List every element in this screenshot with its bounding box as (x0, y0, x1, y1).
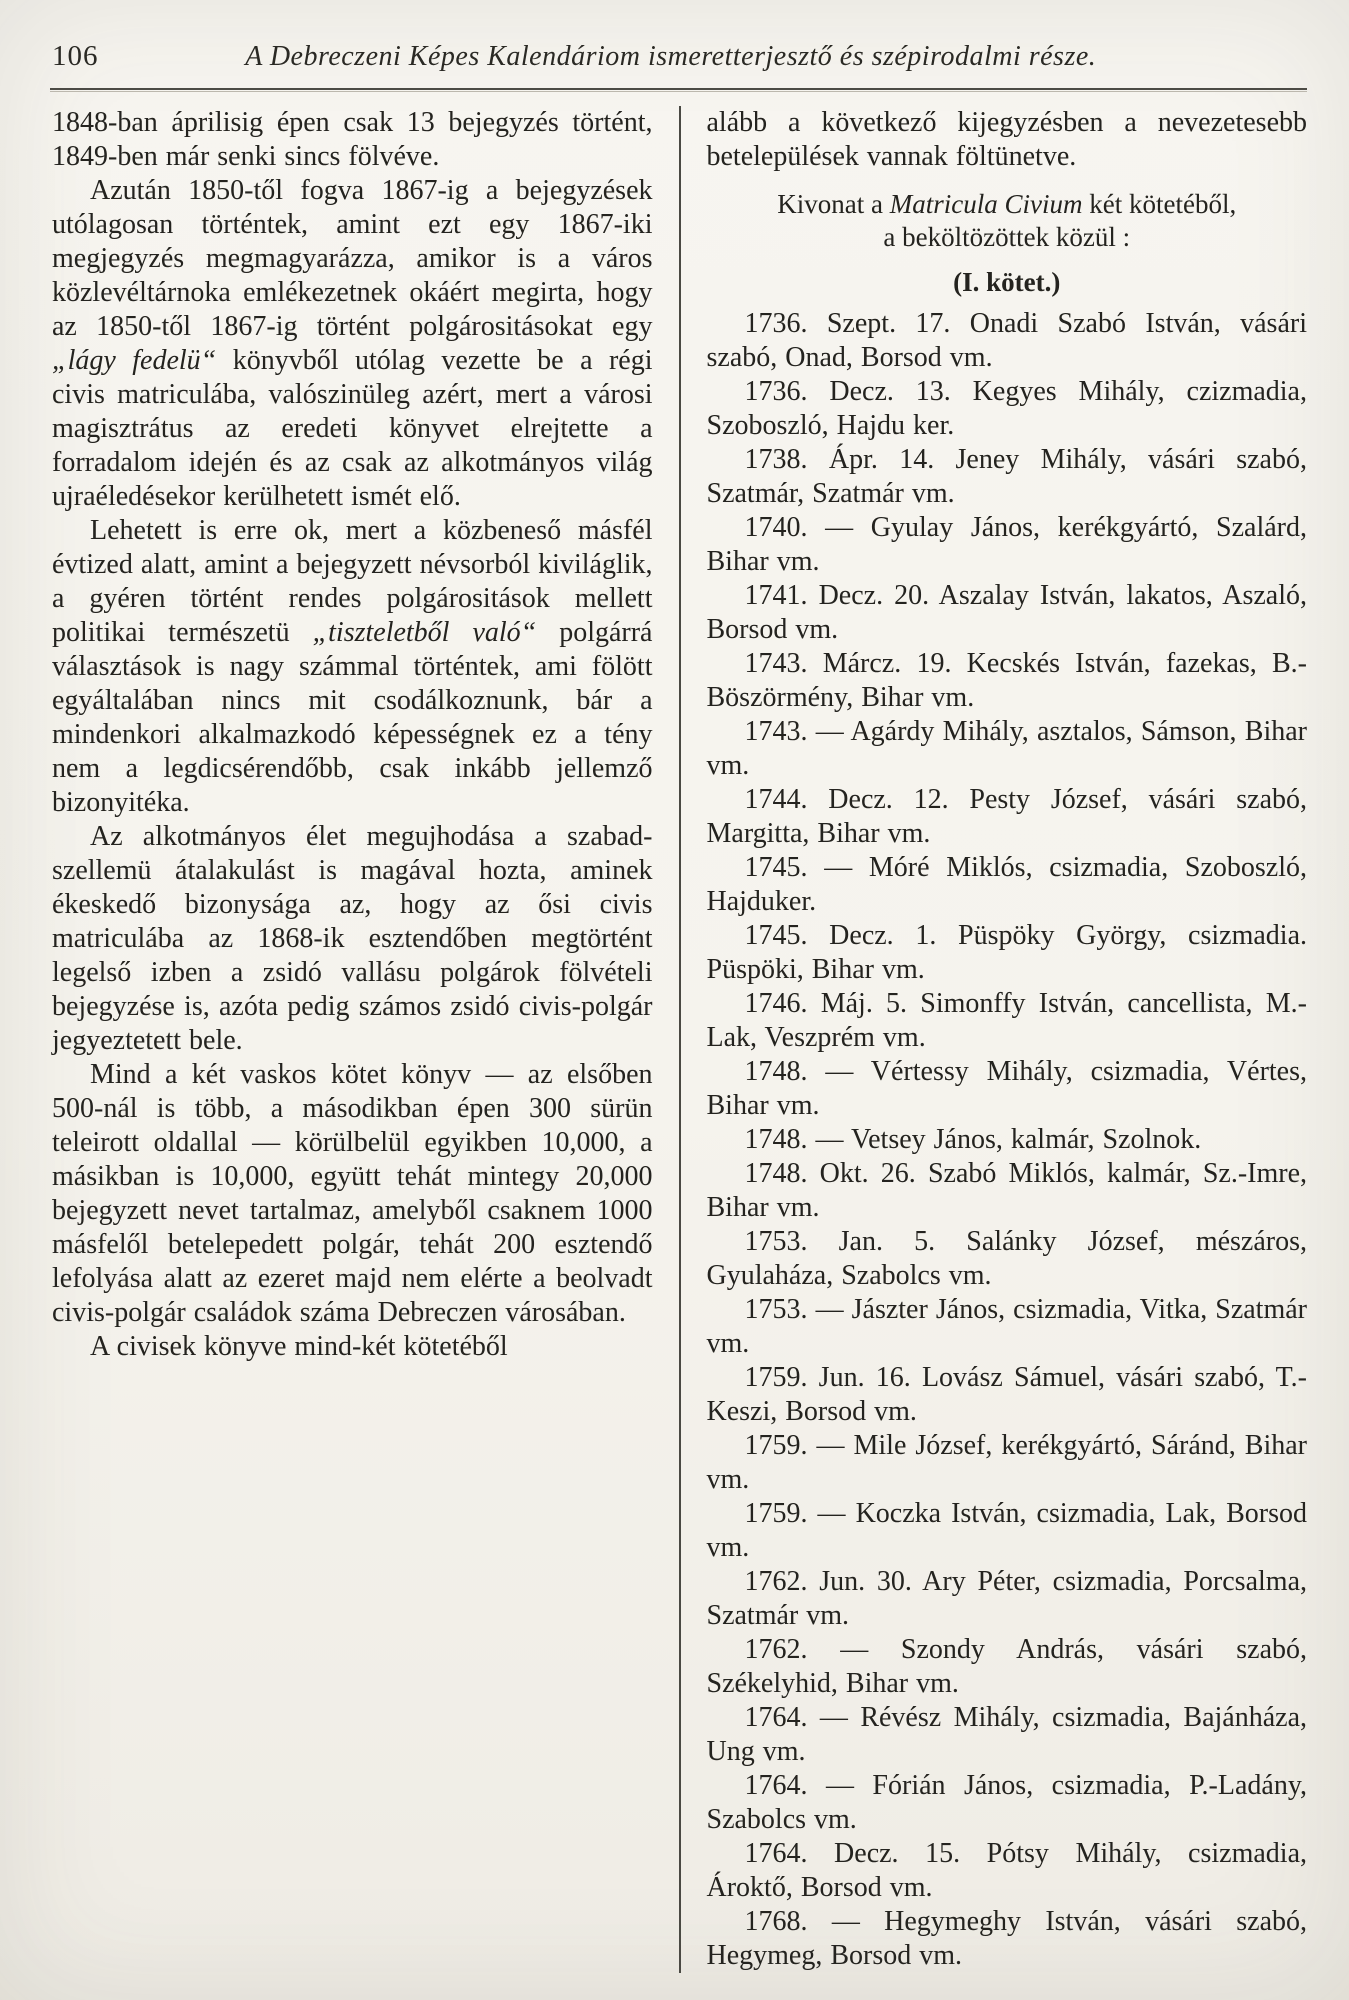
matricula-entry: 1762. Jun. 30. Ary Péter, csizmadia, Porcsalma, Szatmár vm. (706, 1566, 1307, 1631)
matricula-entry: 1746. Máj. 5. Simonffy István, cancellista, M.-Lak, Veszprém vm. (706, 988, 1307, 1053)
matricula-entry: 1738. Ápr. 14. Jeney Mihály, vásári szabó, Szatmár, Szatmár vm. (706, 444, 1307, 509)
matricula-entry: 1759. — Koczka István, csizmadia, Lak, Borsod vm. (706, 1498, 1307, 1563)
matricula-entry: 1748. — Vértessy Mihály, csizmadia, Vértes, Bihar vm. (706, 1056, 1307, 1121)
matricula-entry: 1743. — Agárdy Mihály, asztalos, Sámson, Bihar vm. (706, 716, 1307, 781)
left-column (52, 106, 679, 1973)
running-title: A Debreczeni Képes Kalendáriom ismeretterjesztő és szépirodalmi része. (245, 41, 1097, 72)
matricula-entry: 1759. Jun. 16. Lovász Sámuel, vásári szabó, T.-Keszi, Borsod vm. (706, 1362, 1307, 1427)
matricula-entry-list (707, 307, 1308, 1973)
text-run: Kivonat a (777, 189, 890, 219)
extract-heading-line1 (707, 188, 1308, 221)
matricula-entry: 1762. — Szondy András, vásári szabó, Székelyhid, Bihar vm. (706, 1634, 1307, 1699)
matricula-entry: 1753. — Jászter János, csizmadia, Vitka, Szatmár vm. (706, 1294, 1307, 1359)
text-run: Lehetett is erre ok, mert a közbeneső másfél évtized alatt, amint a bejegyzett névsorból kiviláglik, a gyéren történt rendes polgárositások mellett politikai természetü (52, 515, 653, 648)
matricula-entry: 1736. Decz. 13. Kegyes Mihály, czizmadia, Szoboszló, Hajdu ker. (706, 376, 1307, 441)
paragraph: A civisek könyve mind-két kötetéből (90, 1331, 508, 1362)
extract-heading-line2: a beköltözöttek közül : (883, 222, 1131, 252)
matricula-entry: 1748. — Vetsey János, kalmár, Szolnok. (744, 1124, 1202, 1155)
paragraph: Az alkotmányos élet megujhodása a szabad-szellemü átalakulást is magával hozta, aminek ékeskedő bizonysága az, hogy az ősi civis matriculába az 1868-ik esztendőben megtörtént legelső izben a zsidó vallásu polgárok fölvételi bejegyzése is, azóta pedig számos zsidó civis-polgár jegyeztetett bele. (52, 821, 653, 1056)
paragraph (52, 514, 653, 820)
matricula-entry: 1740. — Gyulay János, kerékgyártó, Szalárd, Bihar vm. (706, 512, 1307, 577)
paragraph (52, 174, 653, 514)
matricula-entry: 1741. Decz. 20. Aszalay István, lakatos, Aszaló, Borsod vm. (706, 580, 1307, 645)
text-run: Azután 1850-től fogva 1867-ig a bejegyzések utólagosan történtek, amint ezt egy 1867-iki megjegyzés megmagyarázza, amikor is a város közlevéltárnoka emlékezetnek okáért megirta, hogy az 1850-től 1867-ig történt polgárositásokat egy (52, 175, 653, 342)
matricula-entry: 1736. Szept. 17. Onadi Szabó István, vásári szabó, Onad, Borsod vm. (706, 308, 1307, 373)
italic-phrase: „lágy fedelü“ (52, 345, 217, 376)
text-columns (52, 106, 1307, 1973)
paragraph: 1848-ban áprilisig épen csak 13 bejegyzés történt, 1849-ben már senki sincs fölvéve. (52, 107, 653, 172)
italic-phrase: Matricula Civium (889, 189, 1083, 219)
paragraph: alább a következő kijegyzésben a nevezetesebb betelepülések vannak föltünetve. (706, 107, 1307, 172)
volume-heading: (I. kötet.) (953, 267, 1061, 297)
right-column (681, 106, 1308, 1973)
page-header (52, 40, 1303, 73)
matricula-entry: 1744. Decz. 12. Pesty József, vásári szabó, Margitta, Bihar vm. (706, 784, 1307, 849)
matricula-entry: 1748. Okt. 26. Szabó Miklós, kalmár, Sz.-Imre, Bihar vm. (706, 1158, 1307, 1223)
text-run: könyvből utólag vezette be a régi civis matriculába, valószinüleg azért, mert a városi magisztrátus az eredeti könyvet elrejtette a forradalom idején és az csak az alkotmányos világ ujraéledésekor kerülhetett ismét elő. (52, 345, 653, 512)
text-run: polgárrá választások is nagy számmal történtek, ami fölött egyáltalában nincs mit csodálkoznunk, bár a mindenkori alkalmazkodó képességnek ez a tény nem a legdicsérendőbb, csak inkább jellemző bizonyitéka. (52, 617, 653, 818)
matricula-entry: 1753. Jan. 5. Salánky József, mészáros, Gyulaháza, Szabolcs vm. (706, 1226, 1307, 1291)
matricula-entry: 1759. — Mile József, kerékgyártó, Sáránd, Bihar vm. (706, 1430, 1307, 1495)
matricula-entry: 1764. — Révész Mihály, csizmadia, Bajánháza, Ung vm. (706, 1702, 1307, 1767)
page-number: 106 (52, 40, 99, 72)
matricula-entry: 1743. Márcz. 19. Kecskés István, fazekas, B.-Böszörmény, Bihar vm. (706, 648, 1307, 713)
matricula-entry: 1768. — Hegymeghy István, vásári szabó, Hegymeg, Borsod vm. (706, 1906, 1307, 1971)
extract-heading (707, 188, 1308, 254)
matricula-entry: 1745. — Móré Miklós, csizmadia, Szoboszló, Hajduker. (706, 852, 1307, 917)
matricula-entry: 1764. — Fórián János, csizmadia, P.-Ladány, Szabolcs vm. (706, 1770, 1307, 1835)
header-rule (50, 88, 1307, 92)
matricula-entry: 1764. Decz. 15. Pótsy Mihály, csizmadia, Ároktő, Borsod vm. (706, 1838, 1307, 1903)
italic-phrase: „tiszteletből való“ (312, 617, 537, 648)
paragraph: Mind a két vaskos kötet könyv — az elsőben 500-nál is több, a másodikban épen 300 sürün teleirott oldallal — körülbelül egyikben 10,000, a másikban is 10,000, együtt tehát mintegy 20,000 bejegyzett nevet tartalmaz, amelyből csaknem 1000 másfelől betelepedett polgár, tehát 200 esztendő lefolyása alatt az ezeret majd nem elérte a beolvadt civis-polgár családok száma Debreczen városában. (52, 1059, 653, 1328)
matricula-entry: 1745. Decz. 1. Püspöky György, csizmadia. Püspöki, Bihar vm. (706, 920, 1307, 985)
text-run: két kötetéből, (1082, 189, 1237, 219)
